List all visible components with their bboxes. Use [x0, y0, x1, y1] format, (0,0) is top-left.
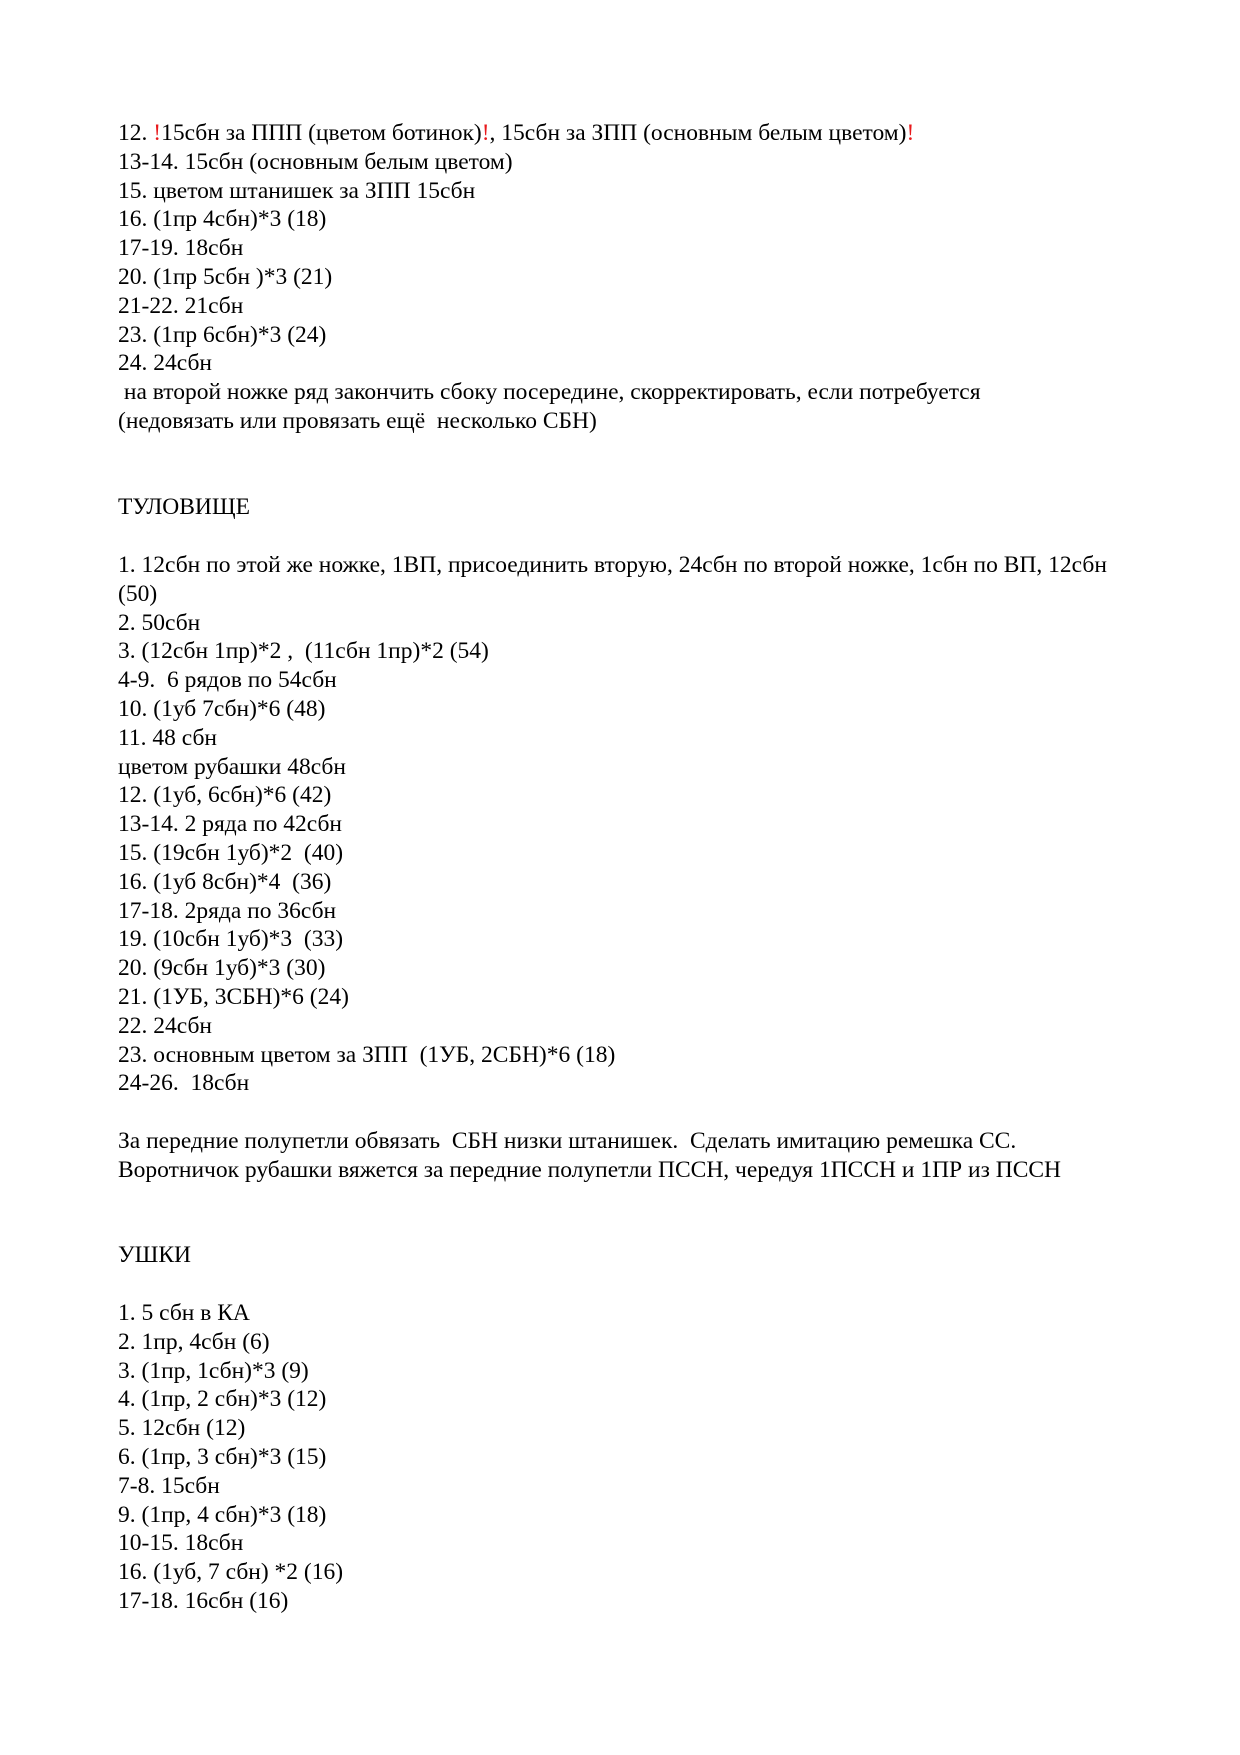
list-item: 20. (9сбн 1уб)*3 (30) [118, 955, 326, 982]
list-item: 24. 24сбн [118, 350, 212, 377]
row-12-number: 12. [118, 120, 154, 146]
list-item: 22. 24сбн [118, 1012, 212, 1039]
list-item: 20. (1пр 5сбн )*3 (21) [118, 263, 333, 290]
row-12 [118, 119, 1198, 148]
list-item: 15. цветом штанишек за ЗПП 15сбн [118, 177, 476, 204]
ears-rows [118, 1299, 1198, 1616]
list-item: 15. (19сбн 1уб)*2 (40) [118, 839, 344, 866]
list-item: 4-9. 6 рядов по 54сбн [118, 667, 337, 694]
legs-rows [118, 119, 1198, 436]
row-12-part-1: 15сбн за ППП (цветом ботинок) [161, 120, 482, 146]
row-12-part-2: , 15сбн за ЗПП (основным белым цветом) [489, 120, 907, 146]
list-item: 17-19. 18сбн [118, 235, 244, 262]
body-rows [118, 551, 1118, 1098]
list-item: 6. (1пр, 3 сбн)*3 (15) [118, 1443, 327, 1470]
list-item: 24-26. 18сбн [118, 1070, 250, 1097]
list-item: 13-14. 15сбн (основным белым цветом) [118, 148, 513, 175]
list-item: 23. основным цветом за ЗПП (1УБ, 2СБН)*6 (18) [118, 1041, 616, 1068]
list-item: 17-18. 16сбн (16) [118, 1587, 289, 1614]
list-item: 16. (1пр 4сбн)*3 (18) [118, 206, 327, 233]
list-item: 10-15. 18сбн [118, 1530, 244, 1557]
list-item: 3. (12сбн 1пр)*2 , (11сбн 1пр)*2 (54) [118, 638, 489, 665]
note-line: на второй ножке ряд закончить сбоку посередине, скорректировать, если потребуется [118, 379, 981, 406]
note-line: (недовязать или провязать ещё несколько СБН) [118, 407, 597, 434]
exclamation-mark: ! [481, 120, 490, 146]
list-item: 1. 12сбн по этой же ножке, 1ВП, присоединить вторую, 24сбн по второй ножке, 1сбн по ВП, 12сбн (50) [118, 552, 1107, 607]
list-item: 16. (1уб 8сбн)*4 (36) [118, 868, 332, 895]
list-item: 4. (1пр, 2 сбн)*3 (12) [118, 1386, 327, 1413]
list-item: 5. 12сбн (12) [118, 1415, 246, 1442]
list-item: 1. 5 сбн в КА [118, 1300, 250, 1326]
list-item: 13-14. 2 ряда по 42сбн [118, 811, 342, 838]
section-title-ears: УШКИ [118, 1242, 191, 1268]
list-item: цветом рубашки 48сбн [118, 753, 346, 780]
list-item: 10. (1уб 7сбн)*6 (48) [118, 695, 326, 722]
list-item: 23. (1пр 6сбн)*3 (24) [118, 321, 327, 348]
note-line: За передние полупетли обвязать СБН низки штанишек. Сделать имитацию ремешка СС. [118, 1128, 1017, 1154]
list-item: 19. (10сбн 1уб)*3 (33) [118, 926, 344, 953]
list-item: 7-8. 15сбн [118, 1472, 220, 1499]
list-item: 11. 48 сбн [118, 724, 218, 751]
list-item: 3. (1пр, 1сбн)*3 (9) [118, 1357, 309, 1384]
exclamation-mark: ! [153, 120, 162, 146]
list-item: 2. 1пр, 4сбн (6) [118, 1328, 270, 1355]
note-line: Воротничок рубашки вяжется за передние полупетли ПССН, чередуя 1ПССН и 1ПР из ПССН [118, 1156, 1062, 1183]
list-item: 12. (1уб, 6сбн)*6 (42) [118, 782, 332, 809]
exclamation-mark: ! [906, 120, 915, 146]
list-item: 9. (1пр, 4 сбн)*3 (18) [118, 1501, 327, 1528]
section-title-body: ТУЛОВИЩЕ [118, 494, 250, 520]
list-item: 16. (1уб, 7 сбн) *2 (16) [118, 1559, 344, 1586]
list-item: 21-22. 21сбн [118, 292, 244, 319]
body-notes [118, 1127, 1198, 1185]
list-item: 21. (1УБ, 3СБН)*6 (24) [118, 983, 349, 1010]
list-item: 17-18. 2ряда по 36сбн [118, 897, 337, 924]
list-item: 2. 50сбн [118, 609, 201, 636]
